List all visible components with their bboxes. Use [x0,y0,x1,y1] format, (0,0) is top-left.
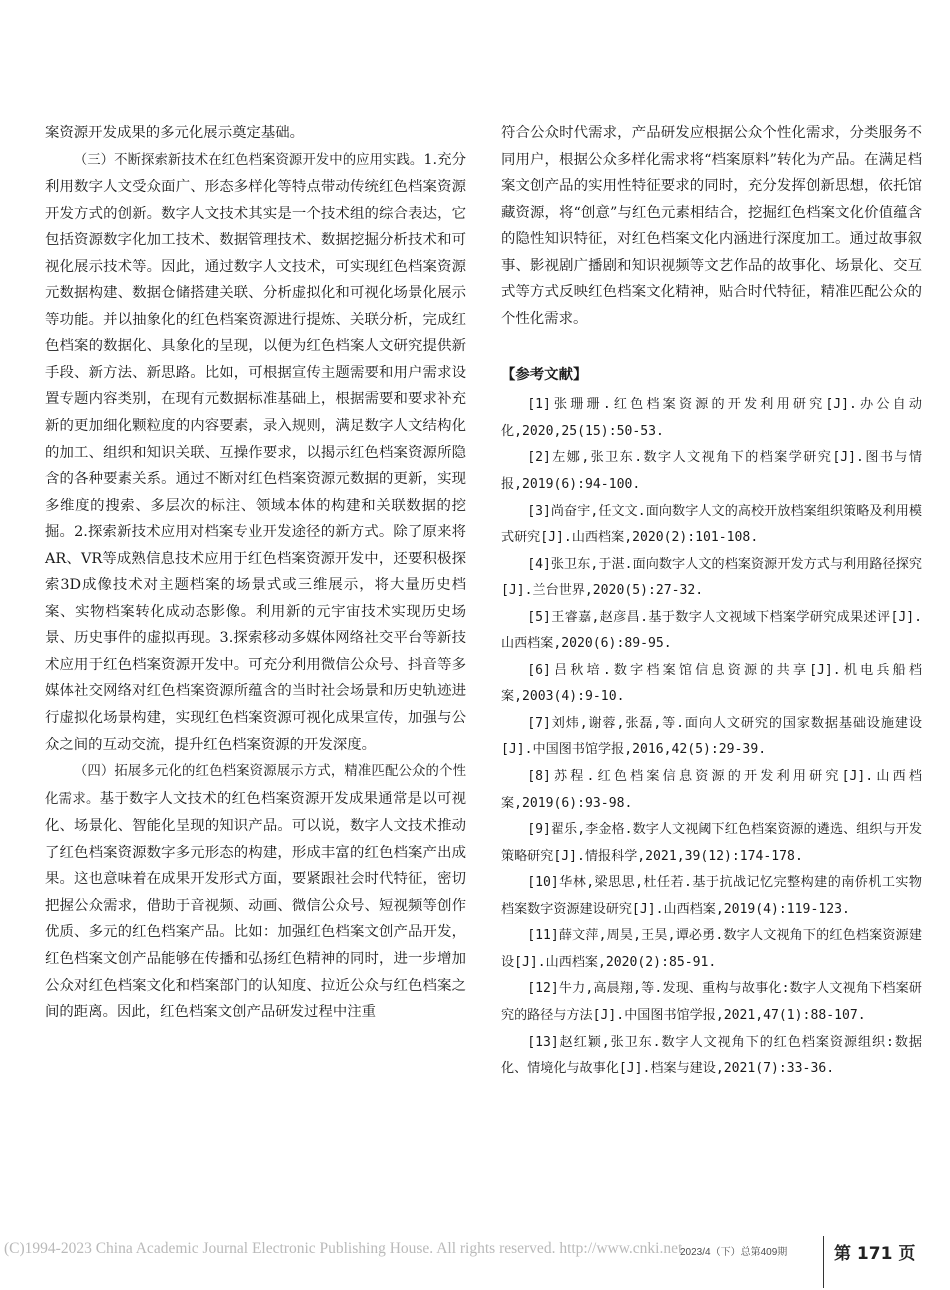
reference-item: [7]刘炜,谢蓉,张磊,等.面向人文研究的国家数据基础设施建设[J].中国图书馆学报,2016,42(5):29-39. [501,715,922,758]
right-column [501,120,922,1083]
paragraph-continuation: 案资源开发成果的多元化展示奠定基础。 [45,125,305,141]
paragraph-body: 基于数字人文技术的红色档案资源开发成果通常是以可视化、场景化、智能化呈现的知识产品。可以说，数字人文技术推动了红色档案资源数字多元形态的构建，形成丰富的红色档案产出成果。这也意味着在成果开发形式方面，要紧跟社会时代特征，密切把握公众需求，借助于音视频、动画、微信公众号、短视频等创作优质、多元的红色档案产品。比如：加强红色档案文创产品开发，红色档案文创产品能够在传播和弘扬红色精神的同时，进一步增加公众对红色档案文化和档案部门的认知度、拉近公众与红色档案之间的距离。因此，红色档案文创产品研发过程中注重 [45,790,466,1021]
reference-item: [1]张珊珊.红色档案资源的开发利用研究[J].办公自动化,2020,25(15):50-53. [501,397,922,439]
reference-item: [12]牛力,高晨翔,等.发现、重构与故事化:数字人文视角下档案研究的路径与方法[J].中国图书馆学报,2021,47(1):88-107. [501,981,922,1023]
left-column [45,120,466,1026]
section-heading-4: （四）拓展多元化的红色档案资源展示方式，精准匹配公众的个性化需求。 [45,764,466,807]
reference-item: [5]王睿嘉,赵彦昌.基于数字人文视域下档案学研究成果述评[J].山西档案,2020(6):89-95. [501,609,922,652]
reference-item: [4]张卫东,于湛.面向数字人文的档案资源开发方式与利用路径探究[J].兰台世界,2020(5):27-32. [501,556,922,599]
copyright-watermark: (C)1994-2023 China Academic Journal Electronic Publishing House. All rights reserved. http://www.cnki.net [4,1240,683,1257]
reference-item: [6]吕秋培.数字档案馆信息资源的共享[J].机电兵船档案,2003(4):9-10. [501,662,922,705]
paragraph-display-methods [45,758,466,1025]
reference-item: [3]尚奋宇,任文文.面向数字人文的高校开放档案组织策略及利用模式研究[J].山西档案,2020(2):101-108. [501,503,922,546]
issue-info: 2023/4（下）总第409期 [680,1247,788,1258]
reference-item: [2]左娜,张卫东.数字人文视角下的档案学研究[J].图书与情报,2019(6):94-100. [501,450,922,493]
paragraph-new-technology [45,147,466,759]
reference-item: [9]翟乐,李金格.数字人文视阈下红色档案资源的遴选、组织与开发策略研究[J].情报科学,2021,39(12):174-178. [501,822,922,864]
reference-item: [8]苏程.红色档案信息资源的开发利用研究[J].山西档案,2019(6):93-98. [501,769,922,811]
section-heading-3: （三）不断探索新技术在红色档案资源开发中的应用实践。 [73,152,424,168]
paragraph-continuation: 符合公众时代需求，产品研发应根据公众个性化需求，分类服务不同用户，根据公众多样化需求将“档案原料”转化为产品。在满足档案文创产品的实用性特征要求的同时，充分发挥创新思想，依托馆藏资源，将“创意”与红色元素相结合，挖掘红色档案文化价值蕴含的隐性知识特征，对红色档案文化内涵进行深度加工。通过故事叙事、影视剧广播剧和知识视频等文艺作品的故事化、场景化、交互式等方式反映红色档案文化精神，贴合时代特征，精准匹配公众的个性化需求。 [501,125,922,327]
page-number: 第 171 页 [834,1244,916,1264]
references-list [501,392,922,1082]
reference-item: [10]华林,梁思思,杜任若.基于抗战记忆完整构建的南侨机工实物档案数字资源建设研究[J].山西档案,2019(4):119-123. [501,875,922,917]
references-title: 【参考文献】 [501,367,588,384]
footer-divider [823,1236,824,1288]
reference-item: [13]赵红颖,张卫东.数字人文视角下的红色档案资源组织:数据化、情境化与故事化[J].档案与建设,2021(7):33-36. [501,1034,922,1077]
reference-item: [11]薛文萍,周昊,王昊,谭必勇.数字人文视角下的红色档案资源建设[J].山西档案,2020(2):85-91. [501,928,922,970]
paragraph-body: 1.充分利用数字人文受众面广、形态多样化等特点带动传统红色档案资源开发方式的创新。数字人文技术其实是一个技术组的综合表达，它包括资源数字化加工技术、数据管理技术、数据挖掘分析技术和可视化展示技术等。因此，通过数字人文技术，可实现红色档案资源元数据构建、数据仓储搭建关联、分析虚拟化和可视化场景化展示等功能。并以抽象化的红色档案资源进行提炼、关联分析，完成红色档案的数据化、具象化的呈现，以便为红色档案人文研究提供新手段、新方法、新思路。比如，可根据宣传主题需要和用户需求设置专题内容类别，在现有元数据标准基础上，根据需要和要求补充新的更加细化颗粒度的内容要素，录入规则，满足数字人文结构化的加工、组织和知识关联、互操作要求，以揭示红色档案资源所隐含的各种要素关系。通过不断对红色档案资源元数据的更新，实现多维度的搜索、多层次的标注、领域本体的构建和关联数据的挖掘。2.探索新技术应用对档案专业开发途径的新方式。除了原来将AR、VR等成熟信息技术应用于红色档案资源开发中，还要积极探索3D成像技术对主题档案的场景式或三维展示，将大量历史档案、实物档案转化成动态影像。利用新的元宇宙技术实现历史场景、历史事件的虚拟再现。3.探索移动多媒体网络社交平台等新技术应用于红色档案资源开发中。可充分利用微信公众号、抖音等多媒体社交网络对红色档案资源所蕴含的当时社会场景和历史轨迹进行虚拟化场景构建，实现红色档案资源可视化成果宣传，加强与公众之间的互动交流，提升红色档案资源的开发深度。 [45,151,466,753]
